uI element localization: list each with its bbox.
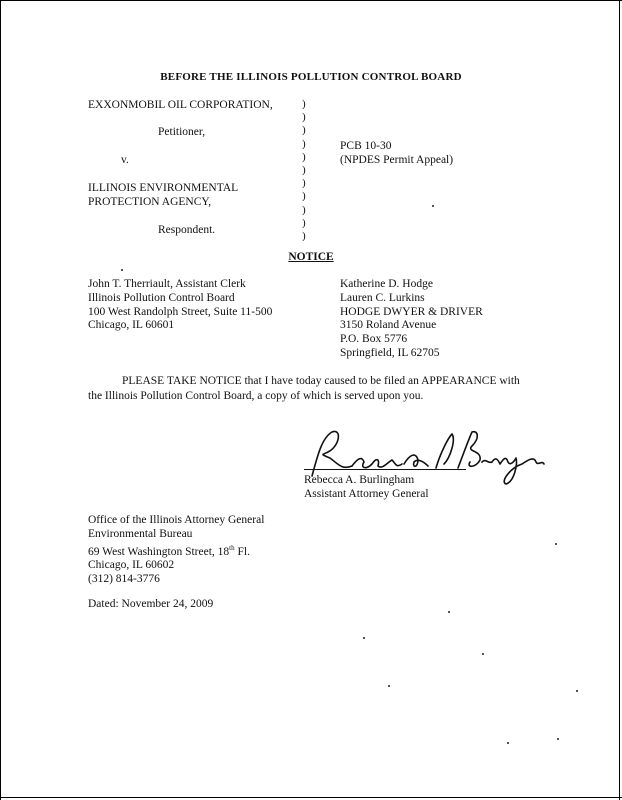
paren: ) [302, 190, 306, 203]
scan-speck [482, 653, 484, 655]
page-border-bottom [0, 797, 622, 798]
dated-line: Dated: November 24, 2009 [88, 598, 214, 610]
notice-body [88, 374, 528, 404]
page-border-right [619, 0, 620, 800]
petitioner-role: Petitioner, [158, 126, 206, 138]
scan-speck [576, 690, 578, 692]
street-ordinal: th [229, 543, 235, 552]
street-text: 69 West Washington Street, 18 [88, 545, 230, 558]
office-line: Environmental Bureau [88, 527, 193, 540]
address-line: Katherine D. Hodge [340, 278, 433, 290]
page-border-left [0, 0, 1, 800]
notice-title: NOTICE [288, 251, 334, 263]
document-heading: BEFORE THE ILLINOIS POLLUTION CONTROL BOARD [160, 71, 462, 83]
petitioner-name: EXXONMOBIL OIL CORPORATION, [88, 99, 273, 111]
paren: ) [302, 203, 306, 216]
signer-name: Rebecca A. Burlingham [304, 474, 415, 486]
respondent-role: Respondent. [158, 224, 216, 236]
recipient-clerk-address [88, 278, 272, 333]
address-line: John T. Therriault, Assistant Clerk [88, 278, 246, 290]
scan-speck [555, 543, 557, 545]
page-border-top [0, 0, 622, 1]
signer-title: Assistant Attorney General [304, 488, 429, 500]
scan-speck [432, 205, 434, 207]
street-floor: Fl. [234, 545, 250, 558]
scan-speck [557, 738, 559, 740]
address-line: Illinois Pollution Control Board [88, 291, 235, 304]
paren: ) [302, 98, 306, 110]
notice-body-text: PLEASE TAKE NOTICE that I have today caused to be filed an APPEARANCE with the Illinois Pollution Control Board, a copy of which is served upon you. [88, 375, 520, 402]
paren: ) [302, 137, 306, 150]
address-line: Chicago, IL 60601 [88, 319, 175, 332]
scan-speck [121, 269, 123, 271]
respondent-name-line2: PROTECTION AGENCY, [88, 196, 212, 208]
case-number: PCB 10-30 [340, 140, 392, 152]
signature-line [304, 469, 466, 470]
paren: ) [302, 230, 306, 243]
caption-parentheses [302, 98, 306, 243]
office-line [88, 542, 264, 560]
office-line: (312) 814-3776 [88, 573, 160, 586]
paren: ) [302, 111, 306, 124]
office-line: Office of the Illinois Attorney General [88, 514, 265, 526]
versus: v. [121, 154, 129, 166]
address-line: Lauren C. Lurkins [340, 291, 425, 304]
address-line: P.O. Box 5776 [340, 333, 408, 346]
address-line: 100 West Randolph Street, Suite 11-500 [88, 305, 273, 318]
scan-speck [448, 611, 450, 613]
paren: ) [302, 164, 306, 177]
paren: ) [302, 177, 306, 190]
paren: ) [302, 150, 306, 163]
office-address [88, 514, 264, 587]
scan-speck [388, 685, 390, 687]
address-line: 3150 Roland Avenue [340, 319, 437, 332]
address-line: Springfield, IL 62705 [340, 346, 440, 359]
case-type: (NPDES Permit Appeal) [340, 154, 454, 166]
address-line: HODGE DWYER & DRIVER [340, 305, 483, 318]
respondent-name-line1: ILLINOIS ENVIRONMENTAL [88, 182, 239, 194]
scan-speck [507, 742, 509, 744]
office-line: Chicago, IL 60602 [88, 559, 175, 572]
paren: ) [302, 124, 306, 137]
recipient-counsel-address [340, 278, 483, 361]
paren: ) [302, 216, 306, 229]
scan-speck [363, 637, 365, 639]
